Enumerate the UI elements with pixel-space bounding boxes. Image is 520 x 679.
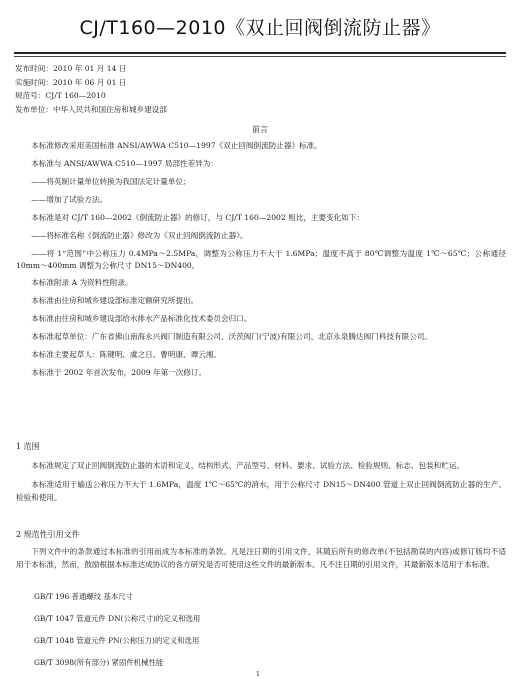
foreword-body (16, 140, 506, 385)
foreword-paragraph: 本标准于 2002 年首次发布，2009 年第一次修订。 (31, 368, 207, 378)
foreword-paragraph: ——将标准名称《倒流防止器》修改为《双止回阀倒流防止器》。 (31, 230, 248, 240)
foreword-paragraph: 本标准与 ANSI/AWWA C510—1997 局部性差异为： (31, 158, 218, 168)
foreword-paragraph: ——增加了试验方法。 (31, 194, 108, 204)
title-divider-thin (14, 56, 506, 57)
foreword-paragraph: 本标准是对 CJ/T 160—2002《倒流防止器》的修订，与 CJ/T 160—2002 相比，主要变化如下： (31, 212, 365, 222)
issuing-authority: 发布单位：中华人民共和国住房和城乡建设部 (15, 104, 167, 114)
standard-number: 规范号：CJ/T 160—2010 (15, 91, 106, 101)
foreword-paragraph: 本标准附录 A 为资料性附录。 (31, 278, 133, 288)
foreword-paragraph: ——将英制计量单位转换为我国法定计量单位； (31, 176, 191, 186)
effective-date: 实施时间：2010 年 06 月 01 日 (15, 77, 127, 87)
scope-paragraph: 本标准规定了双止回阀倒流防止器的术语和定义、结构形式、产品型号、材料、要求、试验方法、检验规则、标志、包装和贮运。 (31, 461, 465, 470)
reference-list (34, 591, 200, 679)
foreword-paragraph: 本标准主要起草人：陈键明、虞之日、曹明康、谭云湘。 (31, 350, 222, 360)
reference-item: GB/T 1048 管道元件 PN(公称压力)的定义和选用 (34, 636, 200, 645)
section-heading-scope: 1 范围 (16, 442, 40, 451)
foreword-paragraph: 本标准由住房和城乡建设部标准定额研究所提出。 (31, 296, 199, 306)
metadata-block (15, 62, 167, 116)
scope-paragraph: 本标准适用于输送公称压力不大于 1.6MPa，温度 1℃～65℃的消水，用于公称尺寸 DN15～DN400 管道上双止回阀倒流防止器的生产、检验和使用。 (16, 480, 506, 502)
scope-body (16, 459, 506, 510)
publish-date: 发布时间：2010 年 01 月 14 日 (15, 64, 127, 73)
reference-item: GB/T 1047 管道元件 DN(公称尺寸)的定义和选用 (34, 614, 201, 623)
references-intro (16, 545, 506, 575)
reference-item: GB/T 196 普通螺纹 基本尺寸 (34, 592, 134, 601)
title-divider (14, 52, 506, 54)
section-heading-normative-references: 2 规范性引用文件 (16, 530, 80, 539)
reference-item: GB/T 3098(所有部分) 紧固件机械性能 (34, 658, 164, 667)
page-number: 1 (256, 671, 260, 678)
references-paragraph: 下列文件中的条款通过本标准的引用而成为本标准的条款。凡是注日期的引用文件，其随后所有的修改单(不包括勘误的内容)或修订版均不适用于本标准，然而，鼓励根据本标准达成协议的各方研究是否可使用这些文件的最新版本。凡不注日期的引用文件，其最新版本适用于本标准。 (16, 547, 506, 569)
foreword-paragraph: 本标准修改采用美国标准 ANSI/AWWA C510—1997《双止回阀倒流防止器》标准。 (31, 141, 322, 150)
foreword-paragraph: ——将 1“范围”中公称压力 0.4MPa～2.5MPa，调整为公称压力不大于 1.6MPa；温度不高于 80℃调整为温度 1℃～65℃；公称通径 10mm～400mm 调整为公称尺寸 DN15～DN400。 (16, 248, 506, 270)
foreword-heading: 前言 (252, 125, 268, 134)
foreword-paragraph: 本标准由住房和城乡建设部给水排水产品标准化技术委员会归口。 (31, 314, 252, 324)
document-title: CJ/T160—2010《双止回阀倒流防止器》 (79, 17, 441, 39)
foreword-paragraph: 本标准起草单位：广东省佛山南海永兴阀门制造有限公司、沃茨阀门(宁波)有限公司、北京永泉腾达阀门科技有限公司。 (31, 332, 432, 342)
